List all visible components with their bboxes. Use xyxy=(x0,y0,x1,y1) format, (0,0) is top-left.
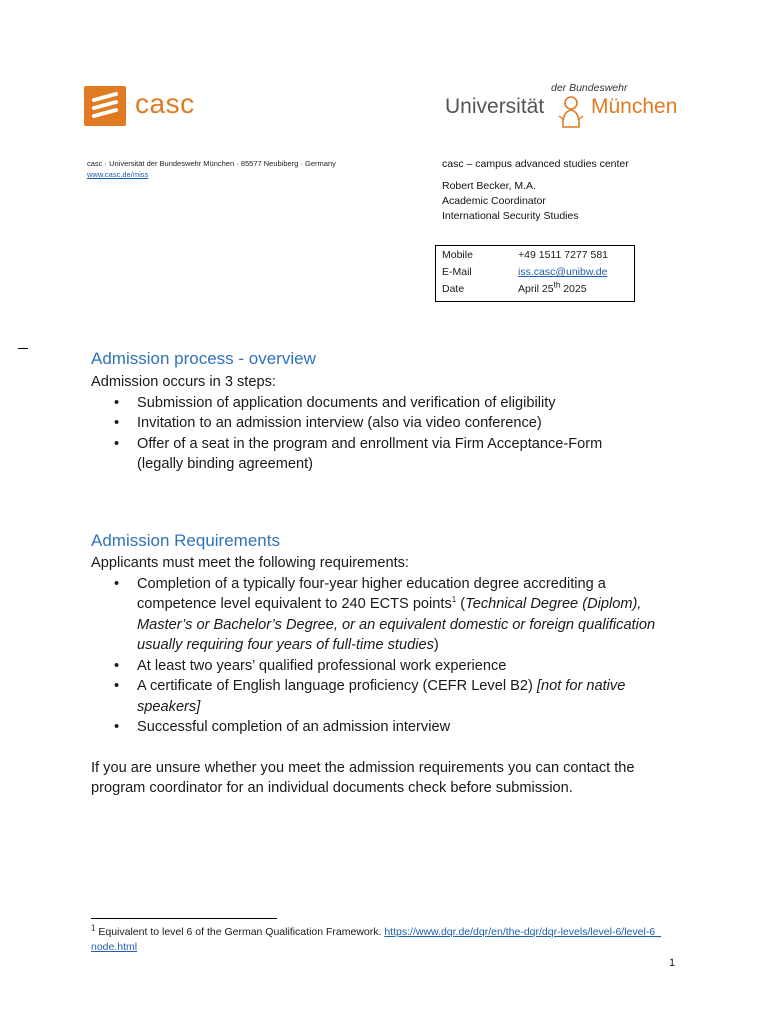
uni-logo-left: Universität xyxy=(445,95,545,118)
list-item xyxy=(91,676,677,717)
section1-intro: Admission occurs in 3 steps: xyxy=(91,374,276,390)
casc-logo-mark-icon xyxy=(84,86,126,126)
footnote-rule xyxy=(91,918,277,919)
list-item: • Invitation to an admission interview (also via video conference) xyxy=(91,413,671,434)
section2-body xyxy=(91,553,671,799)
item3-italic: [not for native speakers] xyxy=(137,678,626,715)
monk-crest-icon xyxy=(557,94,585,128)
list-item: • Submission of application documents and verification of eligibility xyxy=(91,393,671,414)
casc-logo xyxy=(84,86,196,126)
mobile-value: +49 1511 7277 581 xyxy=(518,249,609,261)
list-item: • Successful completion of an admission interview xyxy=(91,717,671,738)
date-row xyxy=(442,281,608,298)
email-link[interactable]: iss.casc@unibw.de xyxy=(518,266,608,278)
list-item: • Offer of a seat in the program and enrollment via Firm Acceptance-Form (legally binding agreement) xyxy=(91,434,637,475)
footnote-mark: 1 xyxy=(91,923,96,933)
contact-program: International Security Studies xyxy=(442,210,579,222)
sender-line: casc · Universität der Bundeswehr München · 85577 Neubiberg · Germany xyxy=(87,159,336,168)
uni-logo-subtitle: der Bundeswehr xyxy=(551,82,628,94)
section2-intro: Applicants must meet the following requirements: xyxy=(91,555,409,571)
list-item: • At least two years’ qualified professional work experience xyxy=(91,656,671,677)
casc-logo-text: casc xyxy=(135,88,195,119)
page-number: 1 xyxy=(669,957,676,969)
section2-heading: Admission Requirements xyxy=(91,531,280,550)
contact-role: Academic Coordinator xyxy=(442,195,546,207)
section1-list xyxy=(91,393,671,475)
date-sup: th xyxy=(553,280,561,290)
footnote-ref: 1 xyxy=(451,595,457,605)
contact-info-box xyxy=(435,245,635,302)
uni-logo-right: München xyxy=(591,95,678,118)
contact-name: Robert Becker, M.A. xyxy=(442,180,536,192)
item1-paren-open: ( xyxy=(456,596,466,612)
section1-heading: Admission process - overview xyxy=(91,349,316,368)
item1-text: Completion of a typically four-year higher education degree accrediting a competence level equivalent to 240 ECTS points xyxy=(137,575,606,612)
section1-body xyxy=(91,372,671,475)
contact-block xyxy=(442,157,629,224)
email-row xyxy=(442,264,608,281)
sender-address xyxy=(87,158,336,180)
item1-italic: Technical Degree (Diplom), Master’s or Bachelor’s Degree, or an equivalent domestic or foreign qualification usually requiring four years of full-time studies xyxy=(137,596,656,653)
mobile-row xyxy=(442,247,608,264)
sender-website-link[interactable]: www.casc.de/miss xyxy=(87,170,149,179)
closing-paragraph: If you are unsure whether you meet the admission requirements you can contact the program coordinator for an individual documents check before submission. xyxy=(91,759,635,796)
mobile-label: Mobile xyxy=(442,249,473,261)
item3-text: A certificate of English language proficiency (CEFR Level B2) xyxy=(137,678,537,694)
date-label: Date xyxy=(442,283,465,295)
footnote-link[interactable]: https://www.dqr.de/dqr/en/the-dqr/dqr-levels/level-6/level-6_node.html xyxy=(91,926,661,953)
margin-dash xyxy=(18,348,28,349)
contact-center: casc – campus advanced studies center xyxy=(442,158,629,170)
date-prefix: April 25 xyxy=(518,283,554,295)
footnote xyxy=(91,925,661,955)
email-label: E-Mail xyxy=(442,266,472,278)
date-value xyxy=(518,281,608,298)
footnote-text: Equivalent to level 6 of the German Qualification Framework. xyxy=(95,926,385,938)
date-suffix: 2025 xyxy=(560,283,587,295)
university-logo xyxy=(445,82,685,130)
contact-info-table xyxy=(442,247,608,298)
list-item xyxy=(91,574,667,656)
section2-list xyxy=(91,574,671,738)
item1-paren-close: ) xyxy=(433,637,439,653)
